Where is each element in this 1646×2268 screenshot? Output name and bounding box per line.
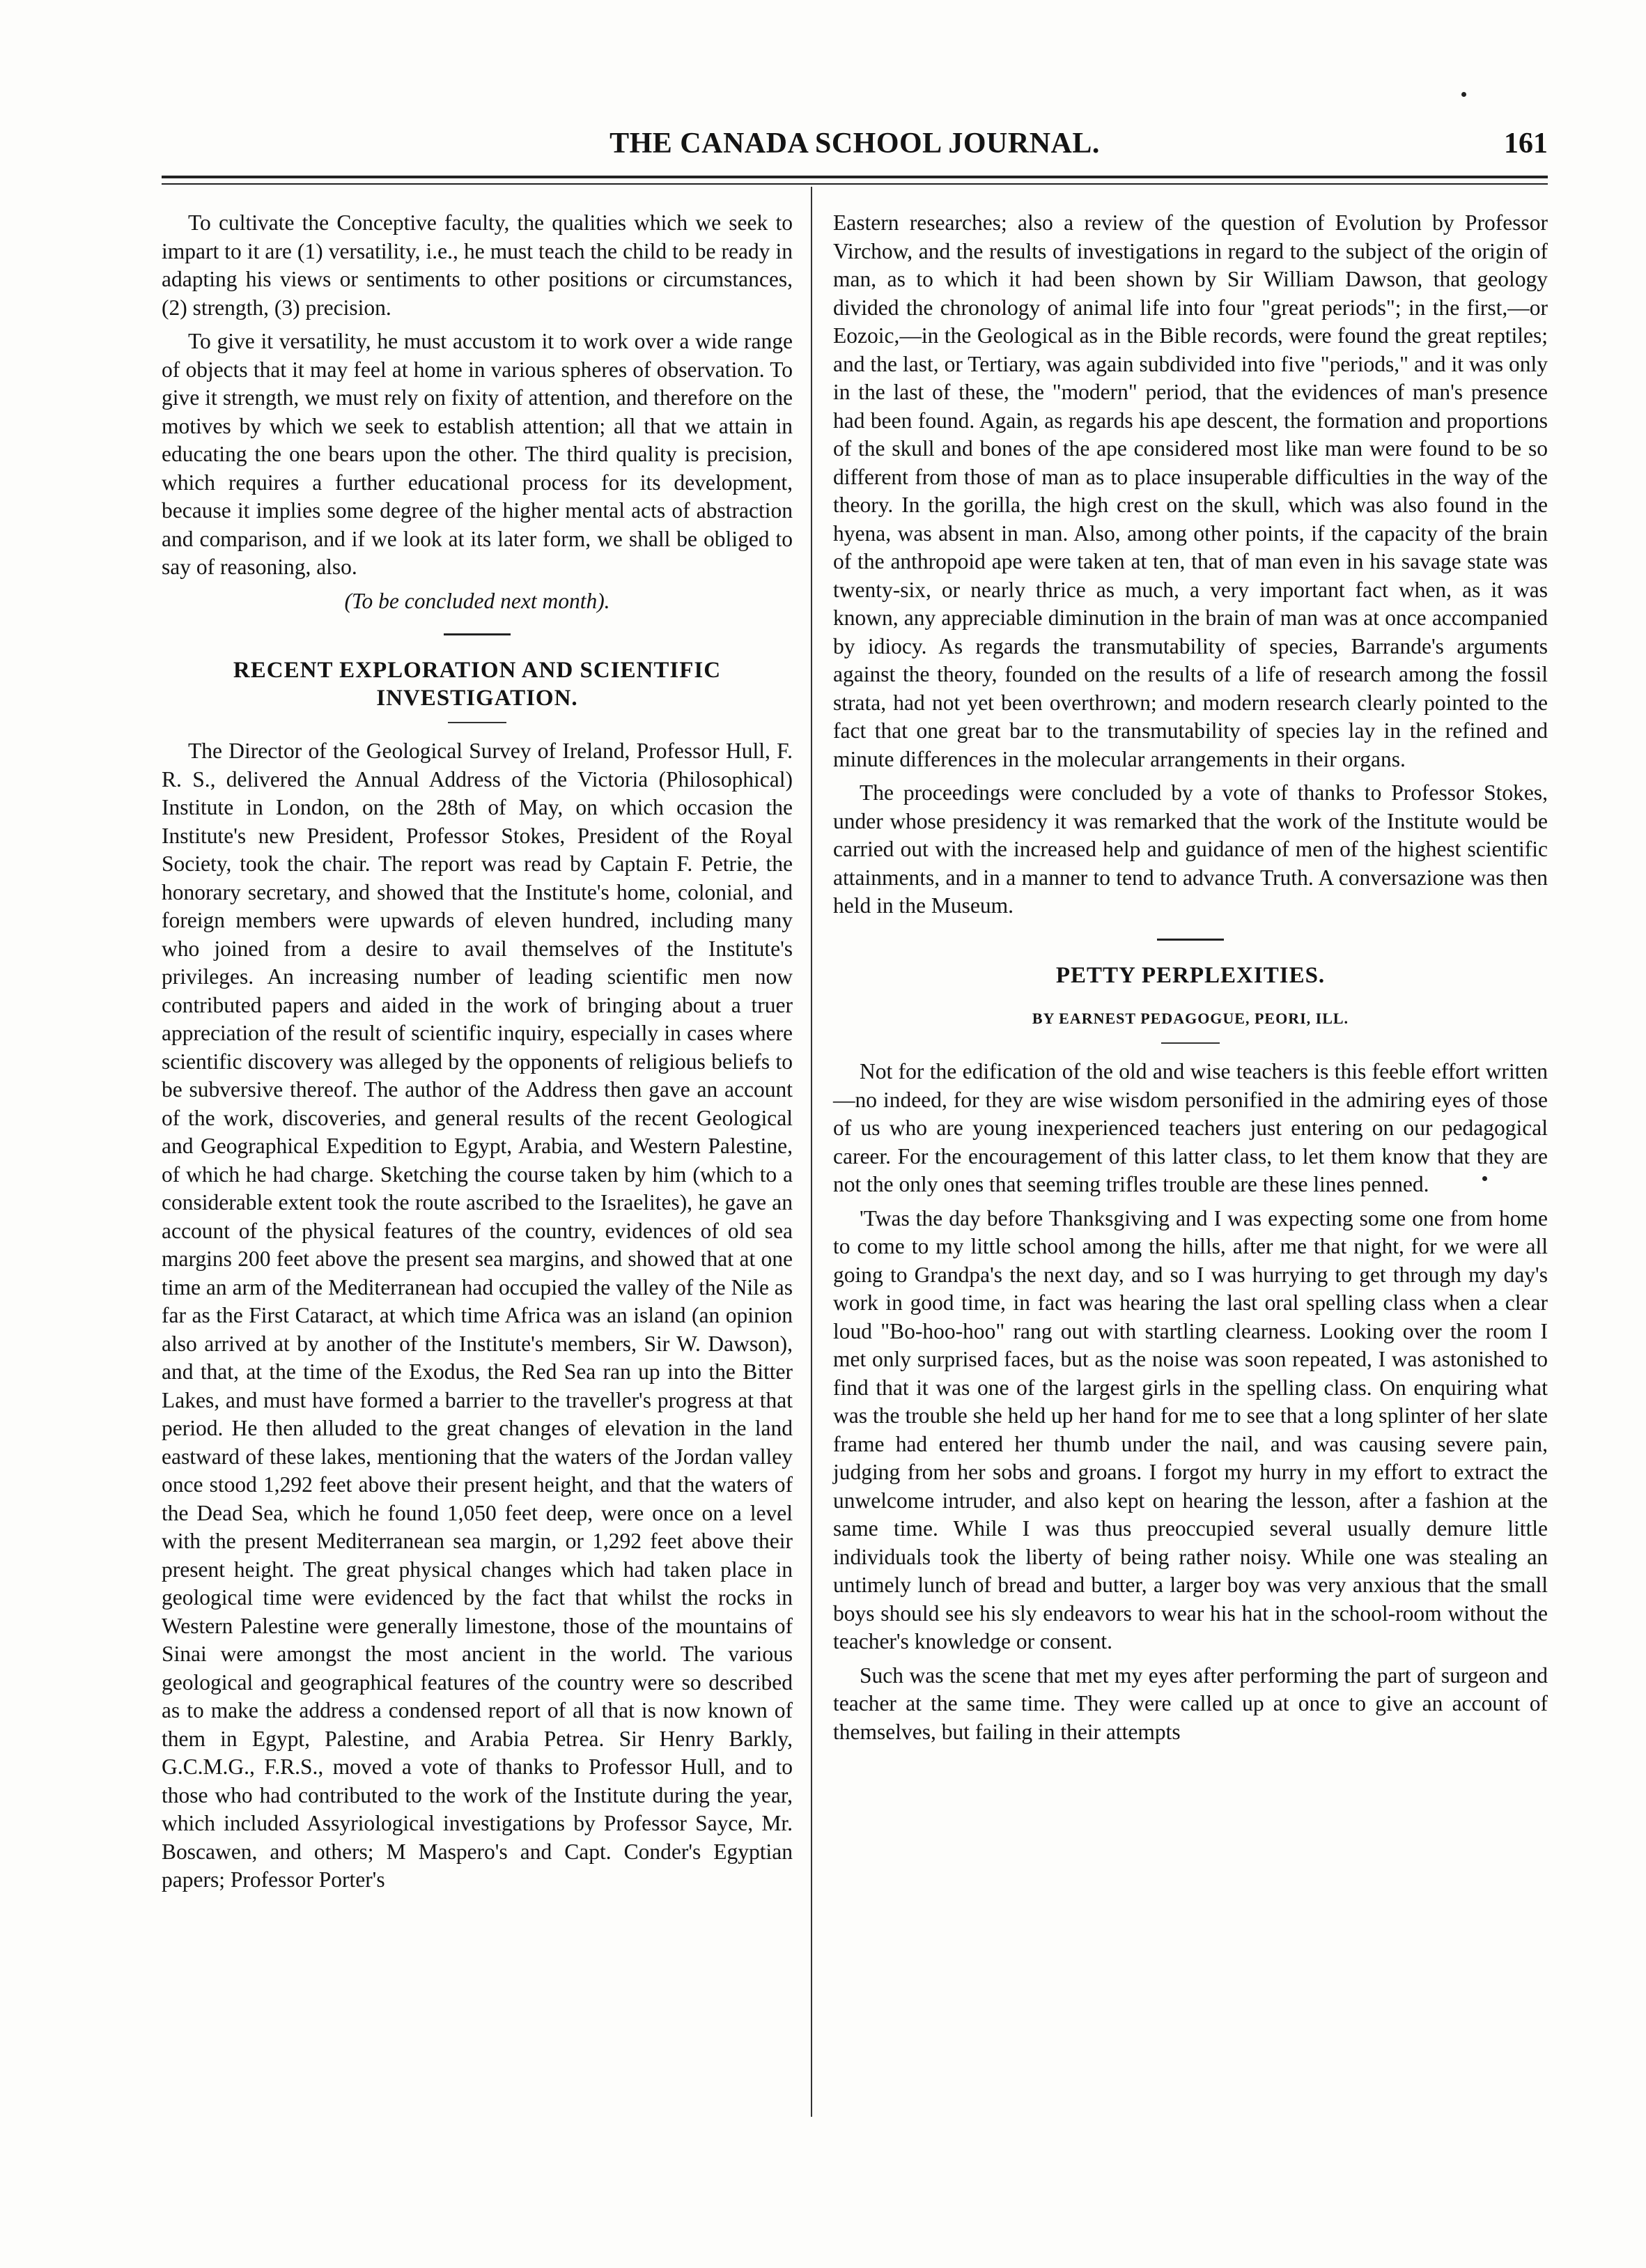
print-speck <box>1482 1176 1487 1181</box>
article-title-petty-perplexities: PETTY PERPLEXITIES. <box>1055 962 1326 988</box>
article-byline: BY EARNEST PEDAGOGUE, PEORI, ILL. <box>1032 1009 1349 1027</box>
continuation-note: (To be concluded next month). <box>344 588 610 613</box>
page-number: 161 <box>1504 128 1548 160</box>
title-separator <box>448 722 506 723</box>
paragraph-versatility: To give it versatility, he must accustom it to work over a wide range of objects that it may feel at home in various spheres of observation. To give it strength, we must rely on fixity of attention, and therefore on the motives by which we seek to establish attention; all that we attain in educating the one bears upon the other. The third quality is precision, which requires a further educational process for its development, because it implies some degree of the higher mental acts of abstraction and comparison, and if we look at its later form, we shall be obliged to say of reasoning, also. <box>162 329 793 579</box>
byline-separator <box>1161 1042 1220 1044</box>
paragraph-edification: Not for the edification of the old and wise teachers is this feeble effort written—no indeed, for they are wise wisdom personified in the admiring eyes of those of us who are young inexperienced teachers just entering on our pedagogical career. For the encouragement of this latter class, to let them know that they are not the only ones that seeming trifles trouble are these lines penned. <box>833 1059 1548 1196</box>
paragraph-geological-survey: The Director of the Geological Survey of Ireland, Professor Hull, F. R. S., delivered the Annual Address of the Victoria (Philosophical) Institute in London, on the 28th of May, on which occasion the Institute's new President, Professor Stokes, President of the Royal Society, took the chair. The report was read by Captain F. Petrie, the honorary secretary, and showed that the Institute's home, colonial, and foreign members were upwards of eleven hundred, including many who joined from a desire to avail themselves of the Institute's privileges. An increasing number of leading scientific men now contributed papers and aided in the work of bringing about a truer appreciation of the result of scientific inquiry, especially in cases where scientific discovery was alleged by the opponents of religious beliefs to be subversive thereof. The author of the Address then gave an account of the work, discoveries, and general results of the recent Geological and Geographical Expedition to Egypt, Arabia, and Western Palestine, of which he had charge. Sketching the course taken by him (which to a considerable extent took the route ascribed to the Israelites), he gave an account of the physical features of the country, evidences of old sea margins 200 feet above the present sea margins, and showed that at one time an arm of the Mediterranean had occupied the valley of the Nile as far as the First Cataract, at which time Africa was an island (an opinion also arrived at by another of the Institute's members, Sir W. Dawson), and that, at the time of the Exodus, the Red Sea ran up into the Bitter Lakes, and must have formed a barrier to the traveller's progress at that period. He then alluded to the great changes of elevation in the land eastward of these lakes, mentioning that the waters of the Jordan valley once stood 1,292 feet above their present height, and that the waters of the Dead Sea, which he found 1,050 feet deep, were once on a level with the present Mediterranean sea margin, or 1,292 feet above their present height. The great physical changes which had taken place in geological time were evidenced by the fact that whilst the rocks in Western Palestine were generally limestone, those of the mountains of Sinai were amongst the most ancient in the world. The various geological and geographical features of the country were so described as to make the address a condensed report of all that is now known of them in Egypt, Palestine, and Arabia Petrea. Sir Henry Barkly, G.C.M.G., F.R.S., moved a vote of thanks to Professor Hull, and to those who had contributed to the work of the Institute during the year, which included Assyriological investigations by Professor Sayce, Mr. Boscawen, and others; M Maspero's and Capt. Conder's Egyptian papers; Professor Porter's <box>162 739 793 1892</box>
running-title: THE CANADA SCHOOL JOURNAL. <box>610 128 1100 160</box>
page-header <box>162 127 1548 169</box>
paragraph-proceedings: The proceedings were concluded by a vote of thanks to Professor Stokes, under whose presidency it was remarked that the work of the Institute would be carried out with the increased help and guidance of men of the highest scientific attainments, and in a manner to tend to advance Truth. A conversazione was then held in the Museum. <box>833 780 1548 918</box>
section-separator-right <box>1157 939 1224 941</box>
left-column <box>162 209 793 1900</box>
article-title-exploration: RECENT EXPLORATION AND SCIENTIFIC INVESTIGATION. <box>233 658 722 711</box>
header-rule-thick <box>162 176 1548 178</box>
paragraph-thanksgiving: 'Twas the day before Thanksgiving and I was expecting some one from home to come to my little school among the hills, after me that night, for we were all going to Grandpa's the next day, and so I was hurrying to get through my day's work in good time, in fact was hearing the last oral spelling class when a clear loud "Bo-hoo-hoo" rang out with startling clearness. Looking over the room I met only surprised faces, but as the noise was soon repeated, I was astonished to find that it was one of the largest girls in the spelling class. On enquiring what was the trouble she held up her hand for me to see that a long splinter of her slate frame had entered her thumb under the nail, and was causing severe pain, judging from her sobs and groans. I forgot my hurry in my effort to extract the unwelcome intruder, and also kept on hearing the lesson, after a fashion at the same time. While I was thus preoccupied several usually demure little individuals took the liberty of being rather noisy. While one was stealing an untimely lunch of bread and butter, a larger boy was very anxious that the small boys should see his sly endeavors to wear his hat in the school-room without the teacher's knowledge or consent. <box>833 1205 1548 1653</box>
paragraph-eastern-researches: Eastern researches; also a review of the question of Evolution by Professor Virchow, and the results of investigations in regard to the subject of the origin of man, as to which it had been shown by Sir William Dawson, that geology divided the chronology of animal life into four "great periods"; in the first,—or Eozoic,—in the Geological as in the Bible records, were found the great reptiles; and the last, or Tertiary, was again subdivided into five "periods," and it was only in the last of these, the "modern" period, that the evidences of man's presence had been found. Again, as regards his ape descent, the formation and proportions of the skull and bones of the ape considered most like man were found to be so different from those of man as to place insuperable difficulties in the way of the theory. In the gorilla, the high crest on the skull, which was also found in the hyena, was absent in man. Also, among other points, if the capacity of the brain of the anthropoid ape were taken at ten, that of man even in his savage state was twenty-six, or nearly thrice as much, a very important fact when, as it was known, any appreciable diminution in the brain of man was at once accompanied by idiocy. As regards the transmutability of species, Barrande's arguments against the theory, founded on the results of a life of research among the fossil strata, had not yet been overthrown; and modern research clearly pointed to the fact that one great bar to the transmutability of species lay in the refined and minute differences in the molecular arrangements in their organs. <box>833 210 1548 771</box>
paragraph-scene: Such was the scene that met my eyes after performing the part of surgeon and teacher at the same time. They were called up at once to give an account of themselves, but failing in their attempts <box>833 1663 1548 1744</box>
header-rule-thin <box>162 183 1548 185</box>
section-separator <box>444 633 511 635</box>
column-divider <box>811 187 812 2117</box>
paragraph-conceptive: To cultivate the Conceptive faculty, the qualities which we seek to impart to it are (1) versatility, i.e., he must teach the child to be ready in adapting his views or sentiments to other positions or circumstances, (2) strength, (3) precision. <box>162 210 793 320</box>
print-speck <box>1461 92 1466 97</box>
right-column <box>833 209 1548 1752</box>
